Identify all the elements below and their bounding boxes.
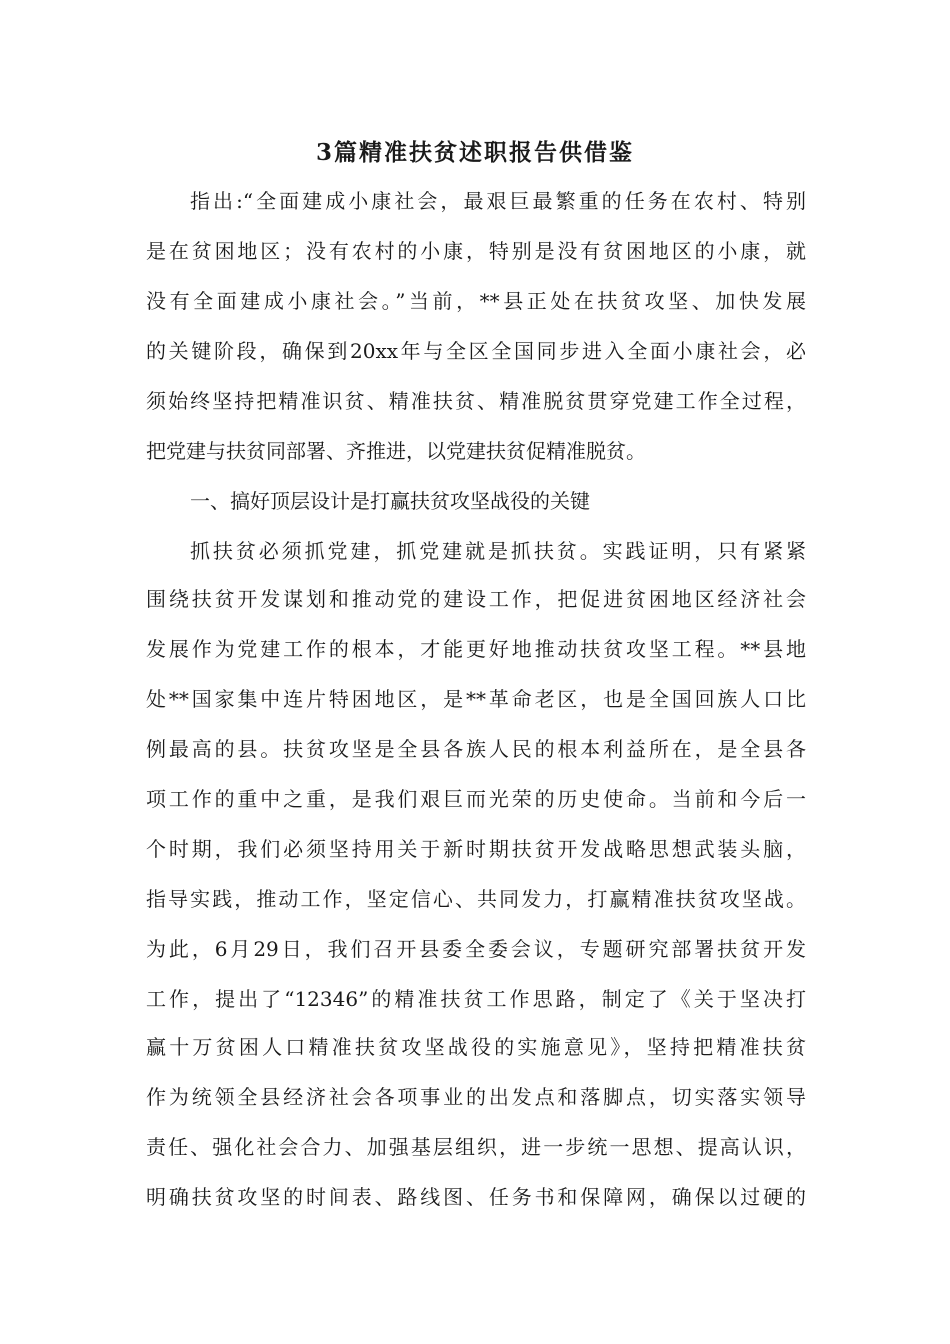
paragraph-line: 指导实践，推动工作，坚定信心、共同发力，打赢精准扶贫攻坚战。 — [146, 887, 806, 911]
paragraph-line: 明确扶贫攻坚的时间表、路线图、任务书和保障网，确保以过硬的 — [146, 1185, 806, 1209]
paragraph-line: 发展作为党建工作的根本，才能更好地推动扶贫攻坚工程。**县地 — [146, 637, 806, 661]
paragraph-line: 个时期，我们必须坚持用关于新时期扶贫开发战略思想武装头脑， — [146, 837, 806, 861]
paragraph-line: 项工作的重中之重，是我们艰巨而光荣的历史使命。当前和今后一 — [146, 787, 806, 811]
paragraph-line: 指出:“全面建成小康社会，最艰巨最繁重的任务在农村、特别 — [190, 189, 806, 213]
paragraph-line: 的关键阶段，确保到20xx年与全区全国同步进入全面小康社会，必 — [146, 339, 806, 363]
paragraph-line: 例最高的县。扶贫攻坚是全县各族人民的根本利益所在，是全县各 — [146, 737, 806, 761]
paragraph-line: 工作，提出了“12346”的精准扶贫工作思路，制定了《关于坚决打 — [146, 987, 806, 1011]
paragraph-line: 抓扶贫必须抓党建，抓党建就是抓扶贫。实践证明，只有紧紧 — [190, 539, 806, 563]
paragraph-line: 把党建与扶贫同部署、齐推进，以党建扶贫促精准脱贫。 — [146, 439, 646, 463]
paragraph-line: 须始终坚持把精准识贫、精准扶贫、精准脱贫贯穿党建工作全过程， — [146, 389, 806, 413]
paragraph-line: 责任、强化社会合力、加强基层组织，进一步统一思想、提高认识， — [146, 1135, 806, 1159]
paragraph-line: 是在贫困地区；没有农村的小康，特别是没有贫困地区的小康，就 — [146, 239, 806, 263]
section-heading: 一、搞好顶层设计是打赢扶贫攻坚战役的关键 — [190, 489, 590, 513]
paragraph-line: 赢十万贫困人口精准扶贫攻坚战役的实施意见》，坚持把精准扶贫 — [146, 1035, 806, 1059]
paragraph-line: 处**国家集中连片特困地区，是**革命老区，也是全国回族人口比 — [146, 687, 806, 711]
paragraph-line: 围绕扶贫开发谋划和推动党的建设工作，把促进贫困地区经济社会 — [146, 587, 806, 611]
paragraph-line: 作为统领全县经济社会各项事业的出发点和落脚点，切实落实领导 — [146, 1085, 806, 1109]
paragraph-line: 为此，6月29日，我们召开县委全委会议，专题研究部署扶贫开发 — [146, 937, 806, 961]
document-title: 3篇精准扶贫述职报告供借鉴 — [315, 139, 634, 166]
paragraph-line: 没有全面建成小康社会。”当前，**县正处在扶贫攻坚、加快发展 — [146, 289, 806, 313]
